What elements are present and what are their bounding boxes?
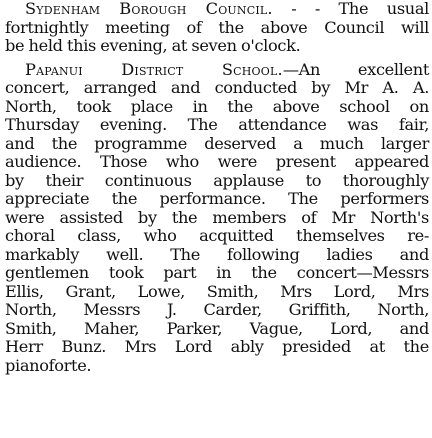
text-line: choral class, who acquitted themselves re- xyxy=(5,226,429,245)
text-line: gentlemen took part in the concert—Messrs xyxy=(5,263,429,282)
text-line xyxy=(5,0,429,19)
text-line: concert, arranged and conducted by Mr A. A. xyxy=(5,78,429,97)
text-line: audience. Those who were present appeared xyxy=(5,152,429,171)
text-line: by their continuous applause to thoroughly xyxy=(5,170,429,190)
text-line xyxy=(5,61,429,80)
text-line: and the programme deserved a much larger xyxy=(5,133,429,153)
article-column xyxy=(5,0,429,375)
text-line: fortnightly meeting of the above Council will xyxy=(5,17,429,37)
line-text: —An excellent xyxy=(282,59,429,79)
text-line: were assisted by the members of Mr North's xyxy=(5,207,429,227)
text-line: pianoforte. xyxy=(5,355,92,375)
text-line: appreciate the performance. The performers xyxy=(5,189,429,208)
text-line: be held this evening, at seven o'clock. xyxy=(5,36,301,55)
text-line: Thursday evening. The attendance was fair, xyxy=(5,115,429,134)
text-line: North, Messrs J. Carder, Griffith, North, xyxy=(5,300,429,319)
line-text: - - The usual xyxy=(272,0,429,18)
paragraph-heading: Papanui District School. xyxy=(25,59,283,79)
paragraph-heading: Sydenham Borough Council. xyxy=(25,0,273,18)
text-line: Herr Bunz. Mrs Lord ably presided at the xyxy=(5,337,429,356)
text-line: markably well. The following ladies and xyxy=(5,244,429,264)
text-line: North, took place in the above school on xyxy=(5,96,429,116)
text-line: Smith, Maher, Parker, Vague, Lord, and xyxy=(5,318,429,338)
paragraph-papanui-school xyxy=(5,61,429,376)
text-line: Ellis, Grant, Lowe, Smith, Mrs Lord, Mrs xyxy=(5,281,429,301)
paragraph-sydenham-council xyxy=(5,0,429,56)
